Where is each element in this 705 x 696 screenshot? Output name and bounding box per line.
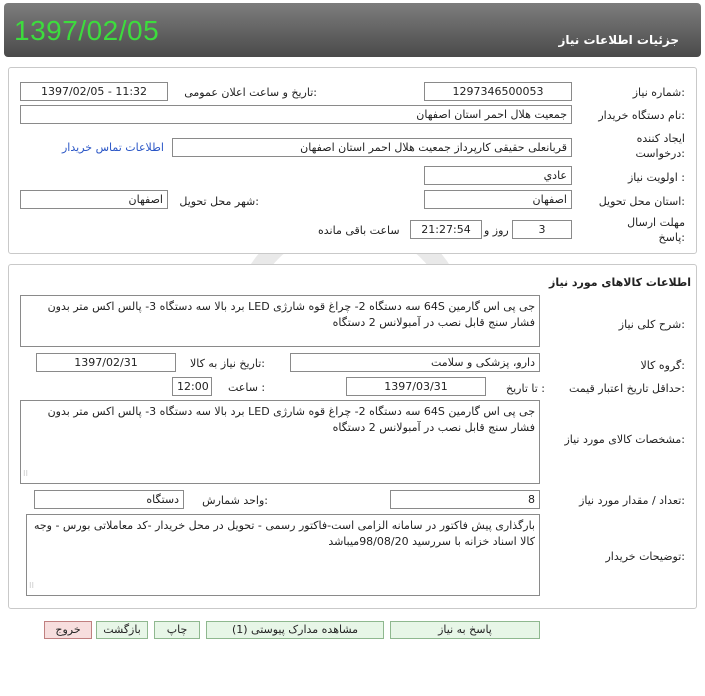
until-date-field[interactable]: 1397/03/31 [346,377,486,396]
goods-section-title: اطلاعات کالاهای مورد نیاز [549,276,691,289]
qty-label: تعداد / مقدار مورد نیاز: [579,494,685,507]
buyer-field[interactable]: جمعیت هلال احمر استان اصفهان [20,105,572,124]
resize-grip-icon[interactable]: ⁝⁝ [23,469,29,478]
creator-label [617,131,685,161]
buyer-notes-field[interactable] [26,514,540,596]
until-date-label: تا تاریخ : [506,382,545,395]
days-label: روز و [484,224,509,237]
print-button[interactable]: چاپ [154,621,200,639]
hour-field[interactable]: 12:00 [172,377,212,396]
general-desc-field[interactable] [20,295,540,347]
header-date: 1397/02/05 [14,15,160,46]
buyer-label: نام دستگاه خریدار: [598,109,685,122]
deadline-days-field[interactable]: 3 [512,220,572,239]
buyer-notes-label: توضیحات خریدار: [605,550,685,563]
creator-field[interactable]: قربانعلی حقیقی کارپرداز جمعیت هلال احمر استان اصفهان [172,138,572,157]
need-date-label: تاریخ نیاز به کالا: [190,357,265,370]
min-validity-label: حداقل تاریخ اعتبار قیمت: [569,382,685,395]
need-number-label: شماره نیاز: [632,86,685,99]
need-date-field[interactable]: 1397/02/31 [36,353,176,372]
priority-field[interactable]: عادي [424,166,572,185]
qty-field[interactable]: 8 [390,490,540,509]
reply-button[interactable]: پاسخ به نیاز [390,621,540,639]
group-field[interactable]: دارو، پزشکی و سلامت [290,353,540,372]
attachments-button[interactable]: مشاهده مدارک پیوستی (1) [206,621,384,639]
creator-label-text: ایجاد کننده درخواست: [635,132,685,160]
hour-label: ساعت : [228,381,266,394]
general-desc-text: جی پی اس گارمین 64S سه دستگاه 2- چراغ قوه شارژی LED برد بالا سه دستگاه 3- پالس اکس متر بدون فشار سنج قابل نصب در آمبولانس 2 دستگاه [47,300,535,329]
province-field[interactable]: اصفهان [424,190,572,209]
back-button[interactable]: بازگشت [96,621,148,639]
priority-label: اولویت نیاز : [627,171,685,184]
contact-buyer-link[interactable]: اطلاعات تماس خریدار [62,141,164,154]
exit-button[interactable]: خروج [44,621,92,639]
city-field[interactable]: اصفهان [20,190,168,209]
announce-label: تاریخ و ساعت اعلان عمومی: [184,86,317,99]
spec-field[interactable] [20,400,540,484]
deadline-label [617,215,685,245]
unit-field[interactable]: دستگاه [34,490,184,509]
page-header [4,3,701,57]
province-label: استان محل تحویل: [598,195,685,208]
general-desc-label: شرح کلی نیاز: [618,318,685,331]
spec-label: مشخصات کالای مورد نیاز: [564,433,685,446]
unit-label: واحد شمارش: [202,494,268,507]
remaining-label: ساعت باقی مانده [318,224,400,237]
header-title: جزئیات اطلاعات نیاز [558,33,679,47]
buyer-notes-text: بارگذاری پیش فاکتور در سامانه الزامی است-فاکتور رسمی - تحویل در محل خریدار -کد معاملاتی بورس - وجه کالا اسناد خزانه با سررسید 98/08/20میباشد [33,519,535,548]
announce-field[interactable]: 1397/02/05 - 11:32 [20,82,168,101]
city-label: شهر محل تحویل: [179,195,259,208]
resize-grip-icon[interactable]: ⁝⁝ [29,581,35,590]
need-number-field[interactable]: 1297346500053 [424,82,572,101]
spec-text: جی پی اس گارمین 64S سه دستگاه 2- چراغ قوه شارژی LED برد بالا سه دستگاه 3- پالس اکس متر بدون فشار سنج قابل نصب در آمبولانس 2 دستگاه [47,405,535,434]
deadline-label-text: مهلت ارسال پاسخ: [627,216,685,244]
group-label: گروه کالا: [640,359,685,372]
deadline-time-field[interactable]: 21:27:54 [410,220,482,239]
